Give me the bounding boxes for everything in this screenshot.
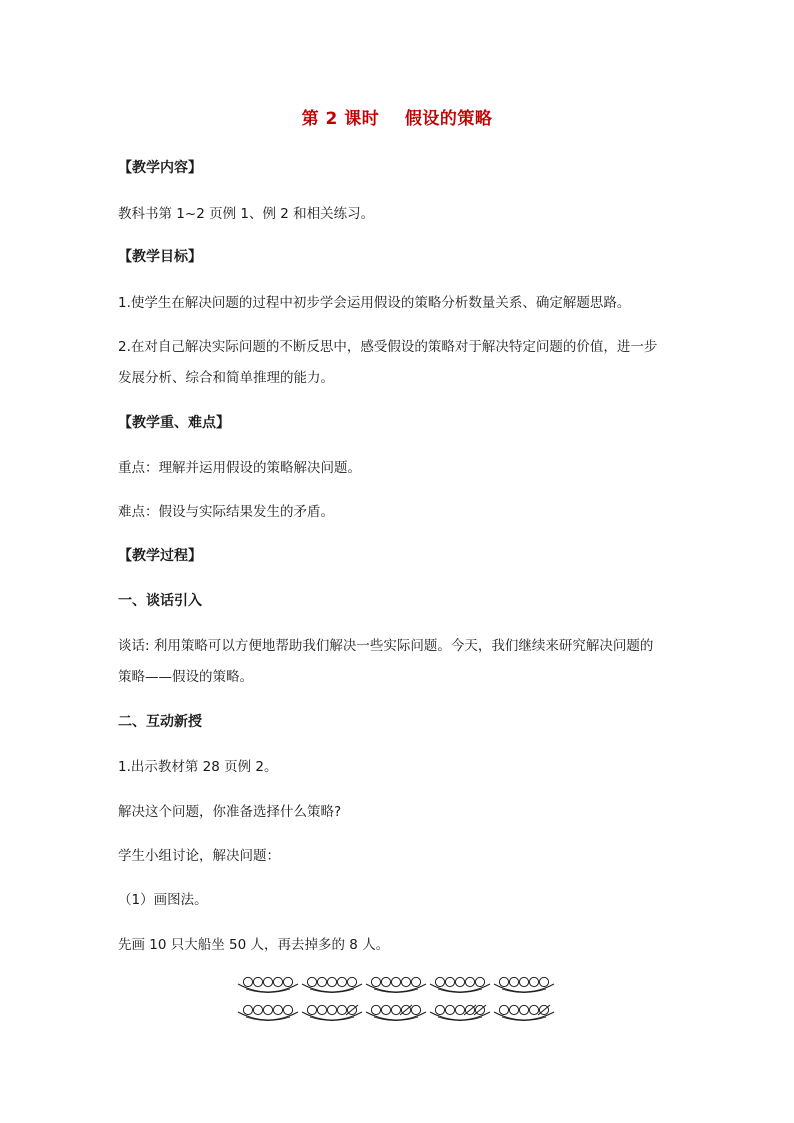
person-mark — [273, 1005, 282, 1014]
heading-section-1: 一、谈话引入 — [118, 593, 202, 609]
heading-teaching-goals: 【教学目标】 — [118, 249, 202, 265]
person-mark — [529, 1005, 538, 1014]
person-mark — [509, 977, 518, 986]
person-mark — [253, 977, 262, 986]
person-mark — [435, 977, 444, 986]
boat — [302, 1005, 362, 1021]
paragraph-goal-2-line-2: 发展分析、综合和简单推理的能力。 — [118, 370, 334, 386]
person-mark — [445, 1005, 454, 1014]
person-mark — [337, 1005, 346, 1014]
paragraph-talk-line-2: 策略——假设的策略。 — [118, 669, 253, 685]
boat — [430, 977, 490, 992]
person-mark — [455, 1005, 464, 1014]
paragraph-question: 解决这个问题，你准备选择什么策略? — [118, 804, 342, 820]
person-mark — [307, 977, 316, 986]
paragraph-difficult-point: 难点：假设与实际结果发生的矛盾。 — [118, 504, 334, 520]
person-mark — [529, 977, 538, 986]
person-mark — [499, 1005, 508, 1014]
paragraph-discussion: 学生小组讨论，解决问题： — [118, 848, 280, 864]
paragraph-textbook-reference: 教科书第 1~2 页例 1、例 2 和相关练习。 — [118, 206, 375, 222]
person-mark — [465, 977, 474, 986]
heading-section-2: 二、互动新授 — [118, 714, 202, 730]
heading-teaching-content: 【教学内容】 — [118, 160, 202, 176]
boat-group — [238, 977, 554, 1020]
person-mark — [327, 977, 336, 986]
person-mark — [519, 977, 528, 986]
person-mark — [243, 977, 252, 986]
lesson-title: 第 2 课时 假设的策略 — [301, 109, 493, 129]
person-mark — [317, 1005, 326, 1014]
person-mark — [283, 977, 292, 986]
person-mark — [519, 1005, 528, 1014]
paragraph-key-point: 重点：理解并运用假设的策略解决问题。 — [118, 460, 361, 476]
person-mark — [327, 1005, 336, 1014]
person-mark — [539, 977, 548, 986]
person-mark — [455, 977, 464, 986]
person-mark — [381, 977, 390, 986]
heading-key-difficult-points: 【教学重、难点】 — [118, 415, 230, 431]
person-mark — [253, 1005, 262, 1014]
person-mark — [401, 977, 410, 986]
person-mark — [381, 1005, 390, 1014]
heading-teaching-process: 【教学过程】 — [118, 548, 202, 564]
person-mark — [391, 977, 400, 986]
boat — [238, 1005, 298, 1020]
boat-illustration — [236, 970, 560, 1030]
person-mark — [317, 977, 326, 986]
boat — [238, 977, 298, 992]
boat — [494, 977, 554, 992]
boat — [366, 977, 426, 992]
person-mark — [445, 977, 454, 986]
person-mark — [273, 977, 282, 986]
paragraph-goal-2-line-1: 2.在对自己解决实际问题的不断反思中，感受假设的策略对于解决特定问题的价值，进一步 — [118, 339, 658, 355]
person-mark — [263, 977, 272, 986]
boat — [366, 1005, 426, 1021]
boat — [494, 1005, 554, 1021]
person-mark — [411, 977, 420, 986]
paragraph-step-1: 1.出示教材第 28 页例 2。 — [118, 759, 278, 775]
paragraph-goal-1: 1.使学生在解决问题的过程中初步学会运用假设的策略分析数量关系、确定解题思路。 — [118, 295, 631, 311]
person-mark — [371, 977, 380, 986]
person-mark — [499, 977, 508, 986]
person-mark — [283, 1005, 292, 1014]
person-mark — [337, 977, 346, 986]
person-mark — [509, 1005, 518, 1014]
paragraph-draw-boats: 先画 10 只大船坐 50 人，再去掉多的 8 人。 — [118, 937, 390, 953]
paragraph-talk-line-1: 谈话: 利用策略可以方便地帮助我们解决一些实际问题。今天，我们继续来研究解决问题的 — [118, 638, 654, 654]
person-mark — [347, 977, 356, 986]
person-mark — [263, 1005, 272, 1014]
person-mark — [475, 977, 484, 986]
boat — [302, 977, 362, 992]
person-mark — [307, 1005, 316, 1014]
person-mark — [391, 1005, 400, 1014]
person-mark — [371, 1005, 380, 1014]
person-mark — [243, 1005, 252, 1014]
person-mark — [435, 1005, 444, 1014]
paragraph-drawing-method: （1）画图法。 — [118, 892, 208, 908]
boat — [430, 1005, 490, 1021]
person-mark — [411, 1005, 420, 1014]
